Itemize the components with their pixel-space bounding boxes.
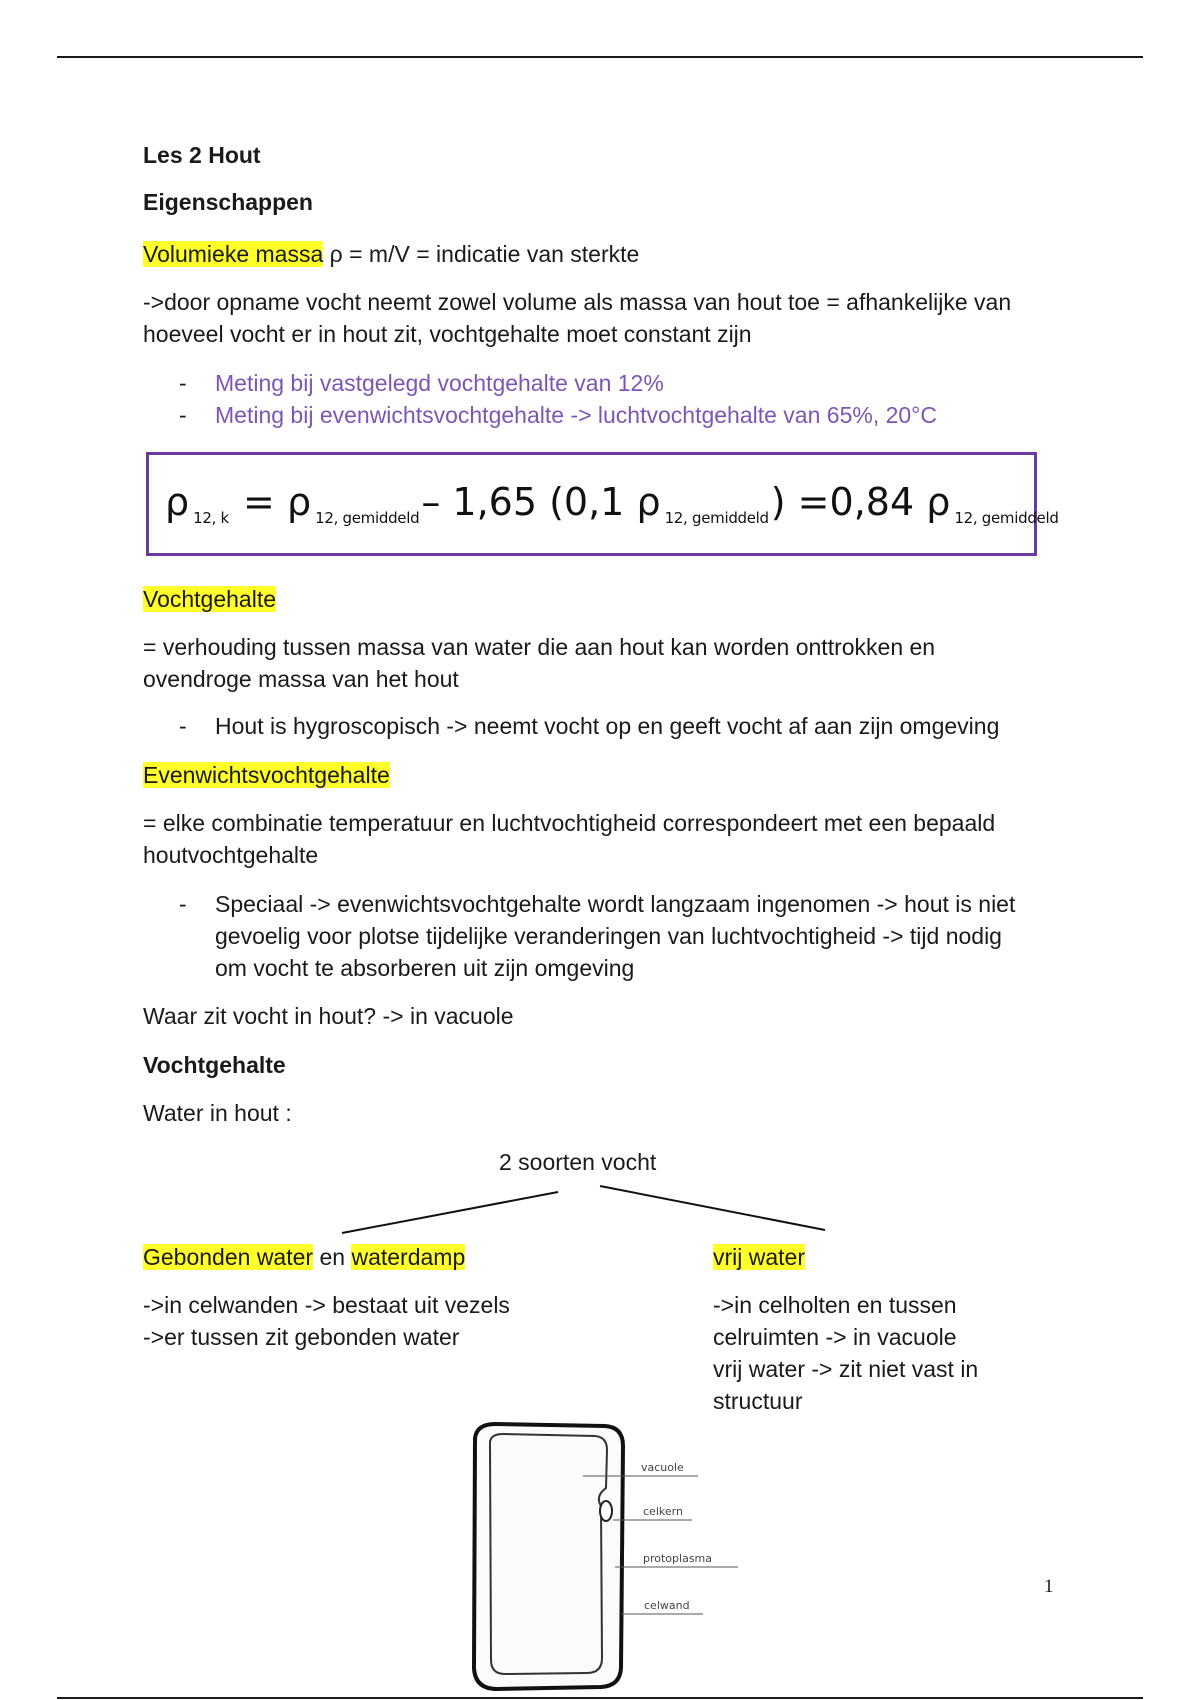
- volumieke-massa-line: [143, 238, 639, 270]
- evenwicht-term-line: [143, 759, 390, 791]
- plant-cell-figure: [455, 1418, 755, 1700]
- volumieke-note-line-2: hoeveel vocht er in hout zit, vochtgehalte moet constant zijn: [143, 321, 752, 347]
- volumieke-massa-definition: ρ = m/V = indicatie van sterkte: [323, 241, 640, 267]
- speciaal-bullet-line-1: Speciaal -> evenwichtsvochtgehalte wordt langzaam ingenomen -> hout is niet: [215, 891, 1016, 917]
- label-protoplasma: protoplasma: [643, 1552, 713, 1565]
- page-number: 1: [1044, 1576, 1054, 1597]
- vochtgehalte-def-line-2: ovendroge massa van het hout: [143, 666, 459, 692]
- evenwicht-def-line-2: houtvochtgehalte: [143, 842, 319, 868]
- label-celkern: celkern: [643, 1505, 683, 1518]
- vrij-water-term: vrij water: [713, 1244, 806, 1270]
- waterdamp-term: waterdamp: [351, 1244, 466, 1270]
- top-rule: [57, 56, 1143, 58]
- gebonden-water-term: Gebonden water: [143, 1244, 314, 1270]
- speciaal-bullet-line-3: om vocht te absorberen uit zijn omgeving: [215, 955, 635, 981]
- branch-lines: [330, 1180, 830, 1240]
- vochtgehalte-heading: Vochtgehalte: [143, 1052, 286, 1078]
- density-formula: ρ $_{12, k}$ = ρ $_{12, gemiddeld}$– 1,65 (0,1 ρ $_{12, gemiddeld}$) =0,84 ρ $_{12, gemiddeld}$: [165, 480, 1059, 527]
- bound-water-heading: [143, 1241, 465, 1273]
- page-title: Les 2 Hout: [143, 142, 261, 168]
- vochtgehalte-def-line-1: = verhouding tussen massa van water die aan hout kan worden onttrokken en: [143, 634, 936, 660]
- branch-line-left: [342, 1192, 558, 1233]
- evenwicht-term: Evenwichtsvochtgehalte: [143, 762, 390, 788]
- bottom-rule: [57, 1697, 1143, 1699]
- free-water-heading: [713, 1241, 805, 1273]
- bullet-marker: -: [179, 370, 187, 396]
- volumieke-massa-term: Volumieke massa: [143, 241, 324, 267]
- diagram-root-label: 2 soorten vocht: [499, 1149, 657, 1175]
- section-heading: Eigenschappen: [143, 189, 313, 215]
- free-water-line-3: vrij water -> zit niet vast in: [713, 1356, 979, 1382]
- label-vacuole: vacuole: [641, 1461, 684, 1474]
- speciaal-bullet-line-2: gevoelig voor plotse tijdelijke veranderingen van luchtvochtigheid -> tijd nodig: [215, 923, 1002, 949]
- bound-water-line-1: ->in celwanden -> bestaat uit vezels: [143, 1292, 510, 1318]
- measurement-bullet-2: Meting bij evenwichtsvochtgehalte -> luchtvochtgehalte van 65%, 20°C: [215, 402, 937, 428]
- measurement-bullet-1: Meting bij vastgelegd vochtgehalte van 12%: [215, 370, 664, 396]
- connector-en: en: [313, 1244, 352, 1270]
- vochtgehalte-term: Vochtgehalte: [143, 586, 277, 612]
- bullet-marker: -: [179, 713, 187, 739]
- bullet-marker: -: [179, 891, 187, 917]
- free-water-line-1: ->in celholten en tussen: [713, 1292, 957, 1318]
- evenwicht-def-line-1: = elke combinatie temperatuur en luchtvochtigheid correspondeert met een bepaald: [143, 810, 996, 836]
- free-water-line-2: celruimten -> in vacuole: [713, 1324, 957, 1350]
- free-water-line-4: structuur: [713, 1388, 803, 1414]
- vochtgehalte-term-line: [143, 583, 276, 615]
- bound-water-line-2: ->er tussen zit gebonden water: [143, 1324, 460, 1350]
- vacuole-question: Waar zit vocht in hout? -> in vacuole: [143, 1003, 514, 1029]
- hygroscopisch-bullet: Hout is hygroscopisch -> neemt vocht op en geeft vocht af aan zijn omgeving: [215, 713, 1000, 739]
- density-formula-box: [146, 452, 1059, 556]
- branch-line-right: [600, 1186, 825, 1230]
- nucleus: [600, 1501, 612, 1521]
- volumieke-note-line-1: ->door opname vocht neemt zowel volume als massa van hout toe = afhankelijke van: [143, 289, 1012, 315]
- bullet-marker: -: [179, 402, 187, 428]
- label-celwand: celwand: [644, 1599, 690, 1612]
- water-in-hout-intro: Water in hout :: [143, 1100, 292, 1126]
